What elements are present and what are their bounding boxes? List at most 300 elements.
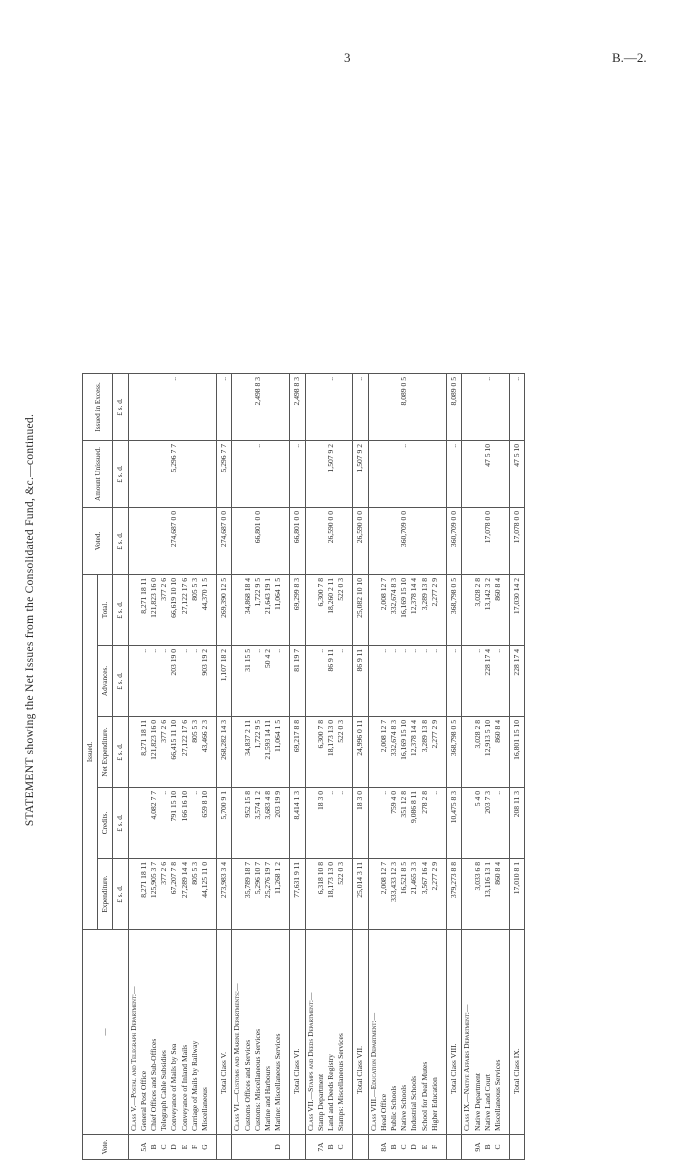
vote-cell: C	[336, 1135, 346, 1160]
class-total-label: Total Class IX.	[510, 930, 525, 1135]
total-unissued-cell: 47 5 10	[510, 441, 525, 508]
total-cell: 860 8 4	[493, 575, 503, 646]
net-expenditure-cell: 3,028 2 8	[473, 717, 483, 788]
expenditure-cell: 333,433 12 3	[389, 859, 399, 930]
table-row	[483, 374, 493, 1160]
expenditure-cell: 16,521 8 5	[399, 859, 409, 930]
expenditure-cell: 522 0 3	[336, 859, 346, 930]
item-name: Chief Offices and Sub-Offices	[149, 930, 159, 1135]
blank-cell	[232, 788, 243, 859]
advances-cell: ..	[399, 646, 409, 717]
excess-cell	[379, 374, 389, 441]
class-heading: Class VIII.—Education Department:—	[368, 930, 379, 1135]
item-name: Miscellaneous	[200, 930, 210, 1135]
total-cell: 1,722 9 5	[253, 575, 263, 646]
blank-cell	[128, 575, 139, 646]
voted-cell	[273, 508, 283, 575]
total-exp-cell: 25,014 3 11	[353, 859, 368, 930]
item-name: Carriage of Mails by Railway	[190, 930, 200, 1135]
total-tot-cell: 17,030 14 2	[510, 575, 525, 646]
total-excess-cell: 2,498 8 3	[290, 374, 305, 441]
table-row	[409, 374, 419, 1160]
class-heading: Class V.—Postal and Telegraph Department:—	[128, 930, 139, 1135]
voted-cell	[389, 508, 399, 575]
credits-cell: ..	[493, 788, 503, 859]
total-excess-cell: ..	[217, 374, 232, 441]
item-name: Stamps: Miscellaneous Services	[336, 930, 346, 1135]
vote-cell	[128, 1135, 139, 1160]
total-excess-cell: 8,089 0 5	[447, 374, 462, 441]
vote-cell: B	[149, 1135, 159, 1160]
expenditure-cell: 35,789 18 7	[243, 859, 253, 930]
advances-cell: ..	[493, 646, 503, 717]
net-expenditure-cell: 16,169 15 10	[399, 717, 409, 788]
total-net-cell: 368,798 0 5	[447, 717, 462, 788]
class-heading: Class IX.—Native Affairs Department:—	[462, 930, 473, 1135]
advances-cell: 50 4 2	[263, 646, 273, 717]
credits-cell: ..	[159, 788, 169, 859]
blank-cell	[368, 508, 379, 575]
advances-cell: ..	[159, 646, 169, 717]
credits-cell: 203 19 9	[273, 788, 283, 859]
total-cell: 377 2 6	[159, 575, 169, 646]
unissued-cell	[409, 441, 419, 508]
blank-cell	[305, 374, 316, 441]
item-name: Land and Deeds Registry	[326, 930, 336, 1135]
excess-cell	[273, 374, 283, 441]
vote-cell: C	[159, 1135, 169, 1160]
class-total-row	[510, 374, 525, 1160]
vote-cell: G	[200, 1135, 210, 1160]
voted-cell: 66,801 0 0	[253, 508, 263, 575]
class-total-row	[290, 374, 305, 1160]
voted-cell	[493, 508, 503, 575]
expenditure-cell: 21,465 3 3	[409, 859, 419, 930]
unissued-cell	[430, 441, 440, 508]
unissued-cell	[180, 441, 190, 508]
excess-cell	[263, 374, 273, 441]
voted-cell	[159, 508, 169, 575]
table-row	[243, 374, 253, 1160]
advances-cell: ..	[149, 646, 159, 717]
blank-cell	[128, 508, 139, 575]
advances-cell: ..	[180, 646, 190, 717]
blank-cell	[232, 441, 243, 508]
blank-cell	[462, 788, 473, 859]
total-cell: 16,169 15 10	[399, 575, 409, 646]
table-row	[379, 374, 389, 1160]
excess-cell	[180, 374, 190, 441]
blank-cell	[305, 575, 316, 646]
net-expenditure-cell: 12,913 5 10	[483, 717, 493, 788]
net-expenditure-cell: 12,378 14 4	[409, 717, 419, 788]
blank-cell	[232, 859, 243, 930]
vote-cell	[462, 1135, 473, 1160]
voted-cell	[149, 508, 159, 575]
total-net-cell: 24,996 0 11	[353, 717, 368, 788]
credits-cell: ..	[430, 788, 440, 859]
item-name: Native Schools	[399, 930, 409, 1135]
table-row	[263, 374, 273, 1160]
item-name: Customs Offices and Services	[243, 930, 253, 1135]
class-heading: Class VII.—Stamps and Deeds Department:—	[305, 930, 316, 1135]
net-expenditure-cell: 11,064 1 5	[273, 717, 283, 788]
total-cred-cell: 208 11 3	[510, 788, 525, 859]
vote-cell	[263, 1135, 273, 1160]
class-total-row	[217, 374, 232, 1160]
class-total-row	[447, 374, 462, 1160]
unissued-cell: 47 5 10	[483, 441, 493, 508]
item-name: Marine and Harbours	[263, 930, 273, 1135]
total-exp-cell: 273,983 3 4	[217, 859, 232, 930]
total-cell: 2,008 12 7	[379, 575, 389, 646]
net-expenditure-cell: 121,823 16 0	[149, 717, 159, 788]
net-expenditure-cell: 860 8 4	[493, 717, 503, 788]
vote-cell: 8A	[379, 1135, 389, 1160]
excess-cell	[493, 374, 503, 441]
net-expenditure-cell: 522 0 3	[336, 717, 346, 788]
total-voted-cell: 360,709 0 0	[447, 508, 462, 575]
net-expenditure-cell: 332,674 8 3	[389, 717, 399, 788]
col-issued-header: Issued.	[83, 575, 98, 930]
total-exp-cell: 77,631 9 11	[290, 859, 305, 930]
expenditure-cell: 3,033 6 8	[473, 859, 483, 930]
advances-cell: ..	[389, 646, 399, 717]
expenditure-cell: 2,277 2 9	[430, 859, 440, 930]
vote-cell: B	[326, 1135, 336, 1160]
credits-cell: 9,086 8 11	[409, 788, 419, 859]
excess-cell	[159, 374, 169, 441]
total-cell: 34,868 18 4	[243, 575, 253, 646]
unissued-cell	[273, 441, 283, 508]
advances-cell: 228 17 4	[483, 646, 493, 717]
blank-cell	[462, 859, 473, 930]
net-expenditure-cell: 21,593 14 11	[263, 717, 273, 788]
total-cell: 332,674 8 3	[389, 575, 399, 646]
excess-cell	[243, 374, 253, 441]
vote-cell: F	[430, 1135, 440, 1160]
advances-cell: 203 19 0	[169, 646, 179, 717]
blank-cell	[462, 646, 473, 717]
total-cell: 3,289 13 8	[420, 575, 430, 646]
net-expenditure-cell: 34,837 2 11	[243, 717, 253, 788]
blank-cell	[232, 646, 243, 717]
excess-cell	[409, 374, 419, 441]
blank-cell	[368, 646, 379, 717]
excess-cell	[430, 374, 440, 441]
vote-cell	[305, 1135, 316, 1160]
col-total-header: Total.	[98, 575, 113, 646]
vote-cell: C	[399, 1135, 409, 1160]
voted-cell	[139, 508, 149, 575]
voted-cell: 360,709 0 0	[399, 508, 409, 575]
item-name: Industrial Schools	[409, 930, 419, 1135]
item-name: Stamp Department	[316, 930, 326, 1135]
voted-cell	[180, 508, 190, 575]
blank-cell	[368, 575, 379, 646]
class-total-label: Total Class VIII.	[447, 930, 462, 1135]
excess-cell	[420, 374, 430, 441]
unissued-cell	[389, 441, 399, 508]
credits-cell: 952 15 8	[243, 788, 253, 859]
total-adv-cell: 228 17 4	[510, 646, 525, 717]
vote-cell: 7A	[316, 1135, 326, 1160]
item-name: Higher Education	[430, 930, 440, 1135]
unissued-cell	[149, 441, 159, 508]
blank-cell	[128, 441, 139, 508]
total-tot-cell: 269,390 12 5	[217, 575, 232, 646]
total-excess-cell: ..	[510, 374, 525, 441]
total-unissued-cell: 5,296 7 7	[217, 441, 232, 508]
vote-cell	[353, 1135, 368, 1160]
credits-cell: 4,082 7 7	[149, 788, 159, 859]
col-voted-header: Voted.	[83, 508, 113, 575]
expenditure-cell: 11,268 1 2	[273, 859, 283, 930]
unissued-cell	[420, 441, 430, 508]
blank-cell	[128, 374, 139, 441]
item-name: Native Department	[473, 930, 483, 1135]
vote-cell: B	[483, 1135, 493, 1160]
voted-cell	[336, 508, 346, 575]
total-unissued-cell: 1,507 9 2	[353, 441, 368, 508]
advances-cell: 86 9 11	[326, 646, 336, 717]
total-net-cell: 16,801 15 10	[510, 717, 525, 788]
total-cell: 13,142 3 2	[483, 575, 493, 646]
credits-cell	[139, 788, 149, 859]
voted-cell: 274,687 0 0	[169, 508, 179, 575]
blank-cell	[128, 859, 139, 930]
unissued-cell: 1,507 9 2	[326, 441, 336, 508]
advances-cell: ..	[253, 646, 263, 717]
total-voted-cell: 274,687 0 0	[217, 508, 232, 575]
table-row	[399, 374, 409, 1160]
blank-cell	[462, 575, 473, 646]
advances-cell: ..	[420, 646, 430, 717]
total-cell: 805 5 3	[190, 575, 200, 646]
excess-cell: ..	[483, 374, 493, 441]
vote-cell: D	[273, 1135, 283, 1160]
credits-cell: 18 3 0	[316, 788, 326, 859]
excess-cell	[149, 374, 159, 441]
blank-cell	[368, 788, 379, 859]
blank-cell	[128, 717, 139, 788]
expenditure-cell: 125,905 3 7	[149, 859, 159, 930]
total-cell: 522 0 3	[336, 575, 346, 646]
voted-cell	[420, 508, 430, 575]
item-name: Native Land Court	[483, 930, 493, 1135]
voted-cell	[379, 508, 389, 575]
table-row	[493, 374, 503, 1160]
blank-cell	[305, 717, 316, 788]
statement-body	[128, 374, 525, 1160]
excess-cell	[139, 374, 149, 441]
expenditure-cell: 13,116 13 1	[483, 859, 493, 930]
total-cell: 21,643 19 1	[263, 575, 273, 646]
lsd-label: £ s. d.	[113, 441, 128, 508]
total-voted-cell: 26,590 0 0	[353, 508, 368, 575]
total-tot-cell: 69,299 8 3	[290, 575, 305, 646]
vote-cell: 9A	[473, 1135, 483, 1160]
total-adv-cell: 1,107 18 2	[217, 646, 232, 717]
vote-cell: 5A	[139, 1135, 149, 1160]
item-name: Public Schools	[389, 930, 399, 1135]
unissued-cell	[473, 441, 483, 508]
vote-cell: E	[420, 1135, 430, 1160]
class-heading-row	[368, 374, 379, 1160]
blank-cell	[305, 788, 316, 859]
net-expenditure-cell: 3,289 13 8	[420, 717, 430, 788]
class-total-row	[353, 374, 368, 1160]
blank-cell	[232, 508, 243, 575]
excess-cell	[316, 374, 326, 441]
lsd-label: £ s. d.	[113, 859, 128, 930]
vote-cell	[290, 1135, 305, 1160]
class-heading-row	[128, 374, 139, 1160]
credits-cell: ..	[336, 788, 346, 859]
voted-cell	[190, 508, 200, 575]
excess-cell	[389, 374, 399, 441]
total-exp-cell: 379,273 8 8	[447, 859, 462, 930]
blank-cell	[305, 859, 316, 930]
col-credits-header: Credits.	[98, 788, 113, 859]
table-row	[159, 374, 169, 1160]
total-cell: 18,260 2 11	[326, 575, 336, 646]
blank-cell	[232, 575, 243, 646]
col-description-header: —	[83, 930, 129, 1135]
col-expenditure-header: Expenditure.	[98, 859, 113, 930]
total-tot-cell: 25,082 10 10	[353, 575, 368, 646]
voted-cell: 26,590 0 0	[326, 508, 336, 575]
table-row	[200, 374, 210, 1160]
expenditure-cell: 67,207 7 8	[169, 859, 179, 930]
col-unissued-header: Amount Unissued.	[83, 441, 113, 508]
vote-cell	[510, 1135, 525, 1160]
class-heading: Class VI.—Customs and Marine Departments:—	[232, 930, 243, 1135]
voted-cell	[243, 508, 253, 575]
vote-cell	[368, 1135, 379, 1160]
excess-cell: ..	[326, 374, 336, 441]
vote-cell: D	[169, 1135, 179, 1160]
vote-cell	[447, 1135, 462, 1160]
credits-cell: 659 8 10	[200, 788, 210, 859]
vote-cell	[232, 1135, 243, 1160]
voted-cell	[473, 508, 483, 575]
page-reference: B.—2.	[612, 50, 647, 65]
excess-cell: ..	[169, 374, 179, 441]
voted-cell	[430, 508, 440, 575]
credits-cell: ..	[326, 788, 336, 859]
voted-cell	[263, 508, 273, 575]
total-cell: 121,823 16 0	[149, 575, 159, 646]
total-excess-cell: ..	[353, 374, 368, 441]
excess-cell	[200, 374, 210, 441]
total-adv-cell: ..	[447, 646, 462, 717]
total-cred-cell: 10,475 8 3	[447, 788, 462, 859]
class-total-label: Total Class VII.	[353, 930, 368, 1135]
advances-cell: 903 19 2	[200, 646, 210, 717]
total-cell: 8,271 18 11	[139, 575, 149, 646]
expenditure-cell: 25,276 19 7	[263, 859, 273, 930]
col-vote-header: Vote.	[83, 1135, 129, 1160]
expenditure-cell: 27,289 14 4	[180, 859, 190, 930]
excess-cell: 2,498 8 3	[253, 374, 263, 441]
total-tot-cell: 368,798 0 5	[447, 575, 462, 646]
total-cell: 12,378 14 4	[409, 575, 419, 646]
table-row	[336, 374, 346, 1160]
vote-cell	[253, 1135, 263, 1160]
voted-cell: 17,078 0 0	[483, 508, 493, 575]
expenditure-cell: 3,567 16 4	[420, 859, 430, 930]
advances-cell: 31 15 5	[243, 646, 253, 717]
excess-cell	[190, 374, 200, 441]
table-row	[139, 374, 149, 1160]
item-name: Miscellaneous Services	[493, 930, 503, 1135]
credits-cell: ..	[379, 788, 389, 859]
total-unissued-cell: ..	[447, 441, 462, 508]
table-row	[190, 374, 200, 1160]
col-net-header: Net Expenditure.	[98, 717, 113, 788]
net-expenditure-cell: 377 2 6	[159, 717, 169, 788]
lsd-label: £ s. d.	[113, 575, 128, 646]
table-row	[169, 374, 179, 1160]
total-voted-cell: 17,078 0 0	[510, 508, 525, 575]
table-row	[149, 374, 159, 1160]
total-adv-cell: 86 9 11	[353, 646, 368, 717]
blank-cell	[305, 646, 316, 717]
voted-cell	[200, 508, 210, 575]
class-total-label: Total Class V.	[217, 930, 232, 1135]
expenditure-cell: 805 5 3	[190, 859, 200, 930]
blank-cell	[368, 717, 379, 788]
expenditure-cell: 2,008 12 7	[379, 859, 389, 930]
unissued-cell: 5,296 7 7	[169, 441, 179, 508]
advances-cell: ..	[273, 646, 283, 717]
advances-cell: ..	[379, 646, 389, 717]
unissued-cell	[190, 441, 200, 508]
excess-cell: 8,089 0 5	[399, 374, 409, 441]
total-cell: 6,300 7 8	[316, 575, 326, 646]
table-row	[420, 374, 430, 1160]
unissued-cell	[243, 441, 253, 508]
advances-cell: ..	[336, 646, 346, 717]
item-name: Marine: Miscellaneous Services	[273, 930, 283, 1135]
total-cell: 3,028 2 8	[473, 575, 483, 646]
blank-cell	[462, 441, 473, 508]
total-cred-cell: 8,414 1 3	[290, 788, 305, 859]
table-row	[473, 374, 483, 1160]
class-heading-row	[232, 374, 243, 1160]
credits-cell: 203 7 3	[483, 788, 493, 859]
vote-cell: B	[389, 1135, 399, 1160]
expenditure-cell: 18,173 13 0	[326, 859, 336, 930]
blank-cell	[462, 508, 473, 575]
net-expenditure-cell: 1,722 9 5	[253, 717, 263, 788]
net-expenditure-cell: 6,300 7 8	[316, 717, 326, 788]
lsd-label: £ s. d.	[113, 508, 128, 575]
unissued-cell	[200, 441, 210, 508]
total-cell: 2,277 2 9	[430, 575, 440, 646]
advances-cell: ..	[139, 646, 149, 717]
lsd-label: £ s. d.	[113, 788, 128, 859]
credits-cell: 5 4 0	[473, 788, 483, 859]
advances-cell: ..	[473, 646, 483, 717]
vote-cell: C	[493, 1135, 503, 1160]
advances-cell: ..	[190, 646, 200, 717]
unissued-cell: ..	[253, 441, 263, 508]
statement-title: STATEMENT showing the Net Issues from the Consolidated Fund, &c.—continued.	[24, 413, 36, 827]
expenditure-cell: 8,271 18 11	[139, 859, 149, 930]
unissued-cell	[316, 441, 326, 508]
